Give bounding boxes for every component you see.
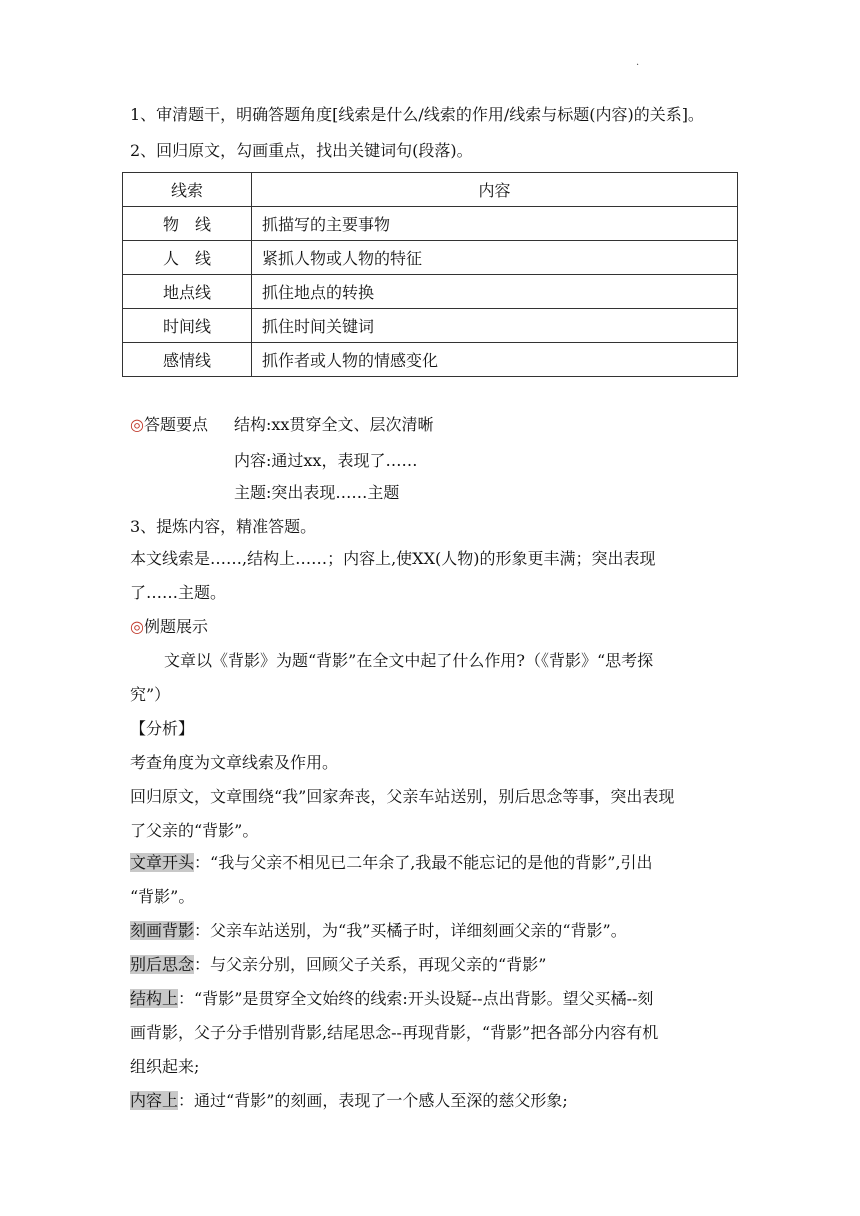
opening-text: ：“我与父亲不相见已二年余了,我最不能忘记的是他的背影”,引出 xyxy=(194,853,653,872)
points-label: 答题要点 xyxy=(143,415,208,434)
analysis-line-3: 了父亲的“背影”。 xyxy=(130,821,259,840)
points-theme: 主题:突出表现……主题 xyxy=(234,483,400,502)
row-clue: 地点线 xyxy=(123,275,252,309)
table-row xyxy=(123,241,738,275)
row-content: 抓住时间关键词 xyxy=(252,309,738,343)
table-header-row xyxy=(123,173,738,207)
row-content: 抓作者或人物的情感变化 xyxy=(252,343,738,377)
step3-text: 3、提炼内容，精准答题。 xyxy=(130,517,317,536)
example-label: 例题展示 xyxy=(143,617,208,636)
analysis-line-1: 考查角度为文章线索及作用。 xyxy=(130,753,339,772)
clue-table xyxy=(122,172,738,377)
table-row xyxy=(123,207,738,241)
carve-line xyxy=(130,920,627,942)
structure-text: ：“背影”是贯穿全文始终的线索:开头设疑--点出背影。望父买橘--刻 xyxy=(178,989,654,1008)
content-line xyxy=(130,1090,568,1112)
structure-line-2: 画背影，父子分手惜别背影,结尾思念--再现背影，“背影”把各部分内容有机 xyxy=(130,1023,659,1042)
page-dot: · xyxy=(636,60,640,71)
points-structure: 结构:xx贯穿全文、层次清晰 xyxy=(234,415,434,434)
header-clue: 线索 xyxy=(123,173,252,207)
example-line xyxy=(130,616,208,638)
opening-label: 文章开头 xyxy=(130,853,195,872)
answer-line-2: 了……主题。 xyxy=(130,583,227,602)
row-clue: 时间线 xyxy=(123,309,252,343)
row-content: 抓住地点的转换 xyxy=(252,275,738,309)
analysis-line-2: 回归原文，文章围绕“我”回家奔丧，父亲车站送别，别后思念等事，突出表现 xyxy=(130,787,675,806)
carve-label: 刻画背影 xyxy=(130,921,195,940)
table-row xyxy=(123,309,738,343)
table-row xyxy=(123,275,738,309)
miss-label: 别后思念 xyxy=(130,955,195,974)
answer-line-1: 本文线索是……,结构上……；内容上,使XX(人物)的形象更丰满；突出表现 xyxy=(130,549,656,568)
structure-line-3: 组织起来; xyxy=(130,1057,200,1076)
circle-mark-icon: ◎ xyxy=(130,617,144,636)
carve-text: ：父亲车站送别，为“我”买橘子时，详细刻画父亲的“背影”。 xyxy=(194,921,627,940)
step1-text: 1、审清题干，明确答题角度[线索是什么/线索的作用/线索与标题(内容)的关系]。 xyxy=(130,105,704,124)
opening-line xyxy=(130,852,653,874)
row-content: 紧抓人物或人物的特征 xyxy=(252,241,738,275)
miss-text: ：与父亲分别，回顾父子关系，再现父亲的“背影” xyxy=(194,955,547,974)
analysis-title: 【分析】 xyxy=(130,719,195,738)
header-content: 内容 xyxy=(252,173,738,207)
content-text: ：通过“背影”的刻画，表现了一个感人至深的慈父形象; xyxy=(178,1091,568,1110)
row-clue: 感情线 xyxy=(123,343,252,377)
row-clue: 人 线 xyxy=(123,241,252,275)
points-line xyxy=(130,414,208,436)
example-question-1: 文章以《背影》为题“背影”在全文中起了什么作用?（《背影》“思考探 xyxy=(164,651,654,670)
structure-line xyxy=(130,988,653,1010)
points-content: 内容:通过xx，表现了…… xyxy=(234,451,418,470)
step2-text: 2、回归原文，勾画重点，找出关键词句(段落)。 xyxy=(130,141,473,160)
content-label: 内容上 xyxy=(130,1091,179,1110)
row-content: 抓描写的主要事物 xyxy=(252,207,738,241)
opening-line-2: “背影”。 xyxy=(130,887,195,906)
table-row xyxy=(123,343,738,377)
circle-mark-icon: ◎ xyxy=(130,415,144,434)
miss-line xyxy=(130,954,546,976)
example-question-2: 究”） xyxy=(130,685,171,704)
row-clue: 物 线 xyxy=(123,207,252,241)
structure-label: 结构上 xyxy=(130,989,179,1008)
